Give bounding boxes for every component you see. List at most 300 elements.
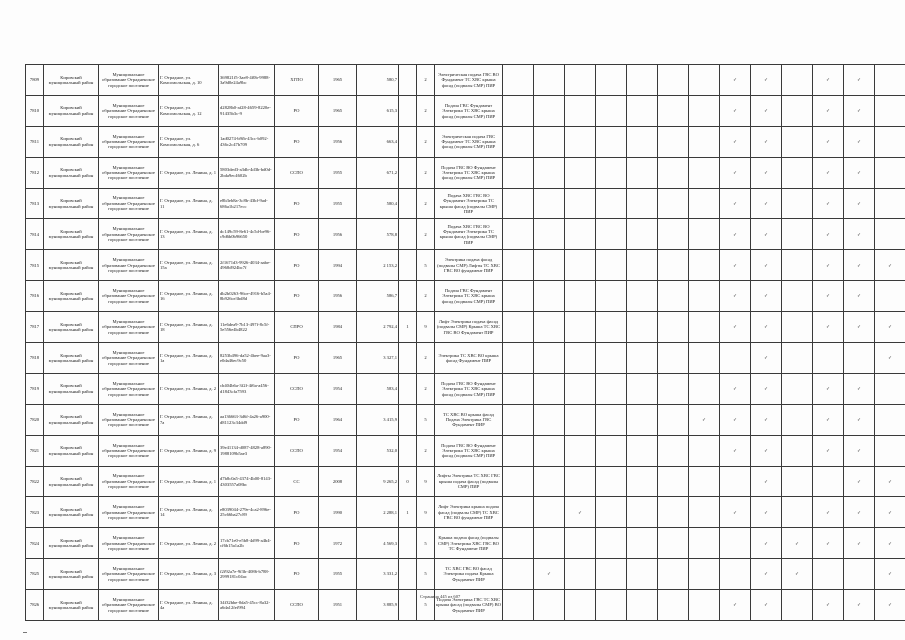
area-cell: 615,3 — [357, 95, 399, 126]
empty-check-cell — [627, 219, 658, 250]
empty-check-cell — [782, 281, 813, 312]
check-mark-icon: ✓ — [720, 250, 751, 281]
area-cell: 2 288,1 — [357, 497, 399, 528]
check-mark-icon: ✓ — [782, 559, 813, 590]
empty-check-cell — [875, 404, 905, 435]
works-cell: Подача ХВС ГВС ВО Фундамент Электрика ТС крыша фасад (подвалы СМР) ПИР — [435, 219, 503, 250]
guid-cell: dc149c59-8e61-4c5d-be96-c9d6b0b96650 — [219, 219, 275, 250]
empty-check-cell — [658, 435, 689, 466]
house-type-cell: РО — [275, 343, 319, 374]
table-row — [26, 95, 905, 126]
check-mark-icon: ✓ — [844, 281, 875, 312]
check-mark-icon: ✓ — [844, 497, 875, 528]
count-cell-1 — [399, 65, 417, 96]
address-cell: Г. Отрадное, ул. Ленина, д. 14 — [159, 497, 219, 528]
empty-check-cell — [503, 281, 534, 312]
guid-cell: 39e41134-d087-4828-a890-1988109b5ae3 — [219, 435, 275, 466]
address-cell: Г. Отрадное, ул. Ленина, д. 2 — [159, 528, 219, 559]
count-cell-2: 2 — [417, 188, 435, 219]
row-number: 7809 — [26, 65, 44, 96]
year-cell: 1954 — [319, 373, 357, 404]
empty-check-cell — [720, 466, 751, 497]
guid-cell: d7b8c0a5-4374-4b00-8143-4303557a08bc — [219, 466, 275, 497]
count-cell-1 — [399, 95, 417, 126]
empty-check-cell — [565, 528, 596, 559]
check-mark-icon: ✓ — [844, 590, 875, 621]
empty-check-cell — [565, 250, 596, 281]
count-cell-1 — [399, 219, 417, 250]
empty-check-cell — [503, 65, 534, 96]
empty-check-cell — [565, 466, 596, 497]
house-type-cell: ХГПО — [275, 65, 319, 96]
address-cell: Г. Отрадное, ул. Ленина, д. 13 — [159, 219, 219, 250]
address-cell: Г. Отрадное, ул. Ленина, д. 7а — [159, 404, 219, 435]
check-mark-icon: ✓ — [751, 343, 782, 374]
check-mark-icon: ✓ — [813, 590, 844, 621]
empty-check-cell — [689, 250, 720, 281]
empty-check-cell — [782, 466, 813, 497]
check-mark-icon: ✓ — [565, 497, 596, 528]
year-cell: 1994 — [319, 250, 357, 281]
municipality-cell: Муниципальное образование Отрадненское городское поселение — [99, 188, 159, 219]
empty-check-cell — [627, 497, 658, 528]
guid-cell: d2828b0-af28-4659-8220e-91435b3c-9 — [219, 95, 275, 126]
empty-check-cell — [782, 157, 813, 188]
row-number: 7819 — [26, 373, 44, 404]
empty-check-cell — [782, 312, 813, 343]
empty-check-cell — [503, 373, 534, 404]
table-row — [26, 219, 905, 250]
empty-check-cell — [534, 404, 565, 435]
empty-check-cell — [875, 219, 905, 250]
district-cell: Кировский муниципальный район — [44, 65, 99, 96]
check-mark-icon: ✓ — [751, 590, 782, 621]
area-cell: 3 885,9 — [357, 590, 399, 621]
district-cell: Кировский муниципальный район — [44, 281, 99, 312]
year-cell: 1955 — [319, 559, 357, 590]
check-mark-icon: ✓ — [813, 188, 844, 219]
empty-check-cell — [627, 65, 658, 96]
row-number: 7824 — [26, 528, 44, 559]
empty-check-cell — [596, 281, 627, 312]
count-cell-1: 0 — [399, 466, 417, 497]
table-row — [26, 157, 905, 188]
empty-check-cell — [565, 373, 596, 404]
count-cell-1 — [399, 188, 417, 219]
count-cell-2: 2 — [417, 343, 435, 374]
house-type-cell: СПРО — [275, 312, 319, 343]
empty-check-cell — [503, 95, 534, 126]
house-type-cell: ССПО — [275, 590, 319, 621]
address-cell: Г. Отрадное, ул. Ленина, д. 16 — [159, 281, 219, 312]
empty-check-cell — [689, 65, 720, 96]
empty-check-cell — [596, 250, 627, 281]
area-cell: 4 569,3 — [357, 528, 399, 559]
count-cell-1 — [399, 404, 417, 435]
check-mark-icon: ✓ — [720, 157, 751, 188]
empty-check-cell — [720, 343, 751, 374]
works-cell: Электрическая подача ГВС ВО Фундамент ТС ХВС крыша фасад (подвалы СМР) ПИР — [435, 65, 503, 96]
count-cell-2: 5 — [417, 590, 435, 621]
row-number: 7823 — [26, 497, 44, 528]
empty-check-cell — [875, 281, 905, 312]
empty-check-cell — [534, 95, 565, 126]
check-mark-icon: ✓ — [813, 65, 844, 96]
empty-check-cell — [503, 590, 534, 621]
check-mark-icon: ✓ — [844, 188, 875, 219]
check-mark-icon: ✓ — [720, 65, 751, 96]
district-cell: Кировский муниципальный район — [44, 435, 99, 466]
check-mark-icon: ✓ — [813, 157, 844, 188]
row-number: 7826 — [26, 590, 44, 621]
check-mark-icon: ✓ — [813, 250, 844, 281]
empty-check-cell — [875, 126, 905, 157]
count-cell-1 — [399, 528, 417, 559]
check-mark-icon: ✓ — [720, 126, 751, 157]
municipality-cell: Муниципальное образование Отрадненское городское поселение — [99, 157, 159, 188]
count-cell-2: 9 — [417, 466, 435, 497]
area-cell: 586,7 — [357, 281, 399, 312]
empty-check-cell — [875, 157, 905, 188]
empty-check-cell — [627, 590, 658, 621]
check-mark-icon: ✓ — [844, 219, 875, 250]
municipality-cell: Муниципальное образование Отрадненское городское поселение — [99, 466, 159, 497]
check-mark-icon: ✓ — [720, 497, 751, 528]
check-mark-icon: ✓ — [813, 373, 844, 404]
row-number: 7821 — [26, 435, 44, 466]
municipality-cell: Муниципальное образование Отрадненское городское поселение — [99, 528, 159, 559]
district-cell: Кировский муниципальный район — [44, 219, 99, 250]
check-mark-icon: ✓ — [875, 528, 905, 559]
municipality-cell: Муниципальное образование Отрадненское городское поселение — [99, 65, 159, 96]
page-footer: Страница 445 из 607 — [420, 594, 461, 599]
empty-check-cell — [534, 466, 565, 497]
empty-check-cell — [689, 95, 720, 126]
district-cell: Кировский муниципальный район — [44, 312, 99, 343]
empty-check-cell — [596, 466, 627, 497]
guid-cell: 8253b496-da52-4bee-9aa3-e0da46ec9c50 — [219, 343, 275, 374]
guid-cell: f2f92a7e-9f3b-4086-b788-2999181c04ac — [219, 559, 275, 590]
empty-check-cell — [596, 559, 627, 590]
empty-check-cell — [565, 559, 596, 590]
empty-check-cell — [596, 219, 627, 250]
check-mark-icon: ✓ — [844, 65, 875, 96]
check-mark-icon: ✓ — [751, 126, 782, 157]
guid-cell: 34f32bbe-0da5-45cc-8a32-a6da12fef994 — [219, 590, 275, 621]
empty-check-cell — [875, 188, 905, 219]
check-mark-icon: ✓ — [875, 343, 905, 374]
check-mark-icon: ✓ — [813, 219, 844, 250]
area-cell: 2 153,2 — [357, 250, 399, 281]
area-cell: 578,8 — [357, 219, 399, 250]
empty-check-cell — [565, 281, 596, 312]
empty-check-cell — [658, 559, 689, 590]
district-cell: Кировский муниципальный район — [44, 188, 99, 219]
empty-check-cell — [565, 312, 596, 343]
empty-check-cell — [782, 590, 813, 621]
empty-check-cell — [689, 528, 720, 559]
empty-check-cell — [596, 65, 627, 96]
row-number: 7814 — [26, 219, 44, 250]
empty-check-cell — [658, 65, 689, 96]
check-mark-icon: ✓ — [720, 188, 751, 219]
empty-check-cell — [565, 126, 596, 157]
empty-check-cell — [596, 312, 627, 343]
empty-check-cell — [689, 497, 720, 528]
house-type-cell: ССПО — [275, 157, 319, 188]
house-type-cell: РО — [275, 559, 319, 590]
count-cell-1 — [399, 373, 417, 404]
house-type-cell: СС — [275, 466, 319, 497]
check-mark-icon: ✓ — [720, 373, 751, 404]
empty-check-cell — [596, 435, 627, 466]
check-mark-icon: ✓ — [720, 95, 751, 126]
year-cell: 2008 — [319, 466, 357, 497]
empty-check-cell — [658, 188, 689, 219]
empty-check-cell — [782, 373, 813, 404]
check-mark-icon: ✓ — [844, 250, 875, 281]
check-mark-icon: ✓ — [751, 559, 782, 590]
works-cell: Лифт Электрика подача фасад (подвалы СМР) Крыша ТС ХВС ГВС ВО Фундамент ПИР — [435, 312, 503, 343]
empty-check-cell — [627, 559, 658, 590]
area-cell: 9 265,2 — [357, 466, 399, 497]
empty-check-cell — [627, 466, 658, 497]
empty-check-cell — [534, 126, 565, 157]
year-cell: 1964 — [319, 404, 357, 435]
table-row — [26, 188, 905, 219]
guid-cell: 2f1671d3-9926-4034-aabe-4968d924bc7f — [219, 250, 275, 281]
empty-check-cell — [503, 559, 534, 590]
count-cell-2: 5 — [417, 528, 435, 559]
house-type-cell: РО — [275, 404, 319, 435]
year-cell: 1954 — [319, 435, 357, 466]
table-row — [26, 373, 905, 404]
year-cell: 1965 — [319, 65, 357, 96]
empty-check-cell — [782, 219, 813, 250]
works-cell: Электрика ТС ХВС ВО крыша фасад Фундамент ПИР — [435, 343, 503, 374]
works-cell: ТС ХВС ГВС ВО фасад Электрика подача Крыша Фундамент ПИР — [435, 559, 503, 590]
district-cell: Кировский муниципальный район — [44, 466, 99, 497]
check-mark-icon: ✓ — [813, 126, 844, 157]
empty-check-cell — [813, 466, 844, 497]
area-cell: 580,4 — [357, 188, 399, 219]
count-cell-1 — [399, 281, 417, 312]
check-mark-icon: ✓ — [751, 95, 782, 126]
district-cell: Кировский муниципальный район — [44, 559, 99, 590]
empty-check-cell — [503, 343, 534, 374]
guid-cell: 11e6dea9-7b13-497f-8c5f-5e556e4b4822 — [219, 312, 275, 343]
check-mark-icon: ✓ — [813, 404, 844, 435]
empty-check-cell — [596, 590, 627, 621]
area-cell: 2 792,4 — [357, 312, 399, 343]
empty-check-cell — [534, 281, 565, 312]
empty-check-cell — [627, 95, 658, 126]
check-mark-icon: ✓ — [751, 312, 782, 343]
empty-check-cell — [596, 343, 627, 374]
check-mark-icon: ✓ — [534, 559, 565, 590]
house-type-cell: РО — [275, 188, 319, 219]
empty-check-cell — [658, 343, 689, 374]
check-mark-icon: ✓ — [813, 435, 844, 466]
empty-check-cell — [503, 497, 534, 528]
address-cell: Г. Отрадное, ул. Ленина, д. 9 — [159, 435, 219, 466]
municipality-cell: Муниципальное образование Отрадненское городское поселение — [99, 435, 159, 466]
empty-check-cell — [503, 219, 534, 250]
count-cell-2: 9 — [417, 312, 435, 343]
row-number: 7815 — [26, 250, 44, 281]
check-mark-icon: ✓ — [844, 126, 875, 157]
empty-check-cell — [627, 157, 658, 188]
house-type-cell: ССПО — [275, 373, 319, 404]
check-mark-icon: ✓ — [720, 404, 751, 435]
empty-check-cell — [875, 95, 905, 126]
empty-check-cell — [503, 404, 534, 435]
row-number: 7820 — [26, 404, 44, 435]
works-cell: Подача ГВС ВО Фундамент Электрика ТС ХВС крыша фасад (подвалы СМР) ПИР — [435, 435, 503, 466]
count-cell-1 — [399, 590, 417, 621]
empty-check-cell — [782, 404, 813, 435]
empty-check-cell — [503, 435, 534, 466]
empty-check-cell — [534, 65, 565, 96]
works-cell: Электрическая подача ГВС Фундамент ТС ХВС крыша фасад (подвалы СМР) ПИР — [435, 126, 503, 157]
empty-check-cell — [782, 435, 813, 466]
empty-check-cell — [534, 219, 565, 250]
municipality-cell: Муниципальное образование Отрадненское городское поселение — [99, 404, 159, 435]
table-row — [26, 528, 905, 559]
empty-check-cell — [658, 250, 689, 281]
check-mark-icon: ✓ — [844, 95, 875, 126]
district-cell: Кировский муниципальный район — [44, 343, 99, 374]
year-cell: 1956 — [319, 126, 357, 157]
check-mark-icon: ✓ — [751, 188, 782, 219]
district-cell: Кировский муниципальный район — [44, 157, 99, 188]
check-mark-icon: ✓ — [689, 404, 720, 435]
address-cell: Г. Отрадное, ул. Комсомольская, д. 6 — [159, 126, 219, 157]
check-mark-icon: ✓ — [751, 528, 782, 559]
empty-check-cell — [689, 281, 720, 312]
district-cell: Кировский муниципальный район — [44, 590, 99, 621]
empty-check-cell — [658, 95, 689, 126]
empty-check-cell — [813, 343, 844, 374]
empty-check-cell — [720, 559, 751, 590]
year-cell: 1951 — [319, 590, 357, 621]
year-cell: 1972 — [319, 528, 357, 559]
municipality-cell: Муниципальное образование Отрадненское городское поселение — [99, 95, 159, 126]
empty-check-cell — [596, 404, 627, 435]
address-cell: Г. Отрадное, ул. Ленина, д. 1 — [159, 157, 219, 188]
house-type-cell: РО — [275, 497, 319, 528]
check-mark-icon: ✓ — [720, 281, 751, 312]
row-number: 7812 — [26, 157, 44, 188]
works-cell: Подача ГВС ВО Фундамент Электрика ТС ХВС крыша фасад (подвалы СМР) ПИР — [435, 157, 503, 188]
count-cell-2: 2 — [417, 219, 435, 250]
row-number: 7818 — [26, 343, 44, 374]
row-number: 7822 — [26, 466, 44, 497]
house-type-cell: ССПО — [275, 435, 319, 466]
table-body — [26, 65, 905, 621]
address-cell: Г. Отрадное, ул. Ленина, д. 4а — [159, 590, 219, 621]
empty-check-cell — [782, 188, 813, 219]
empty-check-cell — [534, 250, 565, 281]
empty-check-cell — [503, 466, 534, 497]
table-row — [26, 312, 905, 343]
empty-check-cell — [565, 95, 596, 126]
empty-check-cell — [627, 126, 658, 157]
empty-check-cell — [720, 528, 751, 559]
check-mark-icon: ✓ — [844, 157, 875, 188]
count-cell-1 — [399, 435, 417, 466]
empty-check-cell — [503, 157, 534, 188]
count-cell-1 — [399, 126, 417, 157]
empty-check-cell — [534, 590, 565, 621]
guid-cell: 369821f5-3ae8-4f0b-9988-3a9d0e24a9bc — [219, 65, 275, 96]
empty-check-cell — [596, 188, 627, 219]
empty-check-cell — [534, 343, 565, 374]
check-mark-icon: ✓ — [844, 466, 875, 497]
empty-check-cell — [689, 466, 720, 497]
count-cell-1 — [399, 559, 417, 590]
area-cell: 583,4 — [357, 373, 399, 404]
empty-check-cell — [534, 188, 565, 219]
empty-check-cell — [565, 157, 596, 188]
count-cell-1 — [399, 343, 417, 374]
address-cell: Г. Отрадное, ул. Ленина, д. 18 — [159, 312, 219, 343]
address-cell: Г. Отрадное, ул. Комсомольская, д. 12 — [159, 95, 219, 126]
municipality-cell: Муниципальное образование Отрадненское городское поселение — [99, 281, 159, 312]
row-number: 7810 — [26, 95, 44, 126]
row-number: 7811 — [26, 126, 44, 157]
empty-check-cell — [534, 528, 565, 559]
empty-check-cell — [658, 157, 689, 188]
table-row — [26, 466, 905, 497]
area-cell: 663,4 — [357, 126, 399, 157]
empty-check-cell — [689, 157, 720, 188]
empty-check-cell — [875, 373, 905, 404]
empty-check-cell — [658, 373, 689, 404]
empty-check-cell — [503, 528, 534, 559]
count-cell-2: 5 — [417, 250, 435, 281]
area-cell: 671,2 — [357, 157, 399, 188]
empty-check-cell — [565, 590, 596, 621]
row-number: 7816 — [26, 281, 44, 312]
empty-check-cell — [565, 219, 596, 250]
district-cell: Кировский муниципальный район — [44, 126, 99, 157]
check-mark-icon: ✓ — [875, 312, 905, 343]
address-cell: Г. Отрадное, ул. Ленина, д. 1а — [159, 343, 219, 374]
table-row — [26, 65, 905, 96]
row-number: 7813 — [26, 188, 44, 219]
empty-check-cell — [658, 497, 689, 528]
municipality-cell: Муниципальное образование Отрадненское городское поселение — [99, 219, 159, 250]
check-mark-icon: ✓ — [813, 497, 844, 528]
municipality-cell: Муниципальное образование Отрадненское городское поселение — [99, 559, 159, 590]
address-cell: Г. Отрадное, ул. Ленина, д. 3 — [159, 559, 219, 590]
empty-check-cell — [782, 343, 813, 374]
empty-check-cell — [658, 126, 689, 157]
municipality-cell: Муниципальное образование Отрадненское городское поселение — [99, 126, 159, 157]
house-type-cell: РО — [275, 281, 319, 312]
table-row — [26, 250, 905, 281]
municipality-cell: Муниципальное образование Отрадненское городское поселение — [99, 250, 159, 281]
empty-check-cell — [565, 65, 596, 96]
count-cell-2: 2 — [417, 126, 435, 157]
empty-check-cell — [627, 188, 658, 219]
empty-check-cell — [658, 312, 689, 343]
check-mark-icon: ✓ — [751, 466, 782, 497]
empty-check-cell — [565, 188, 596, 219]
empty-check-cell — [534, 157, 565, 188]
empty-check-cell — [782, 126, 813, 157]
